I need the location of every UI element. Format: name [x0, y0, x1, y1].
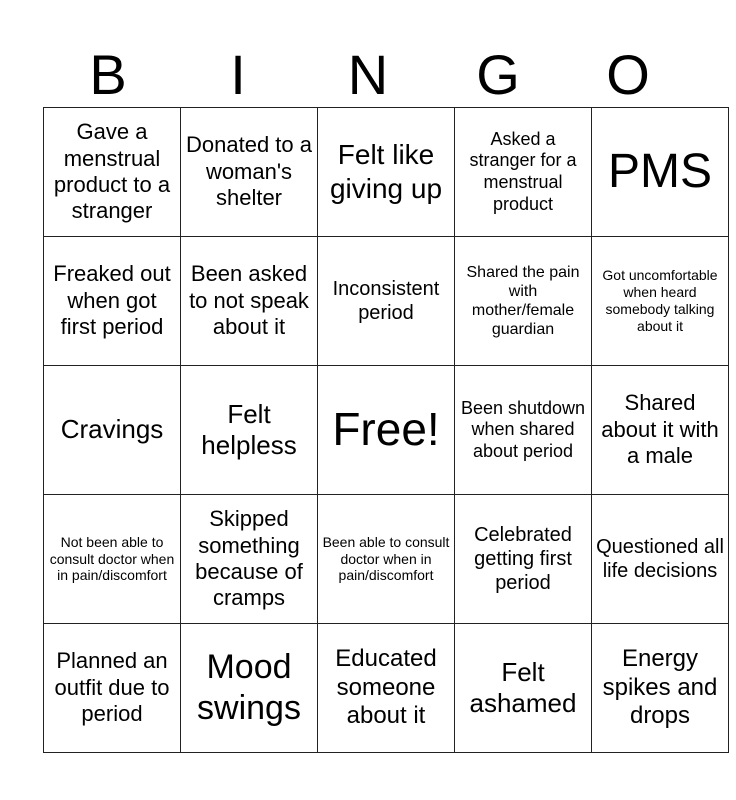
bingo-cell[interactable]: Questioned all life decisions	[592, 495, 729, 624]
header-letter-i: I	[230, 43, 246, 106]
bingo-cell[interactable]: Not been able to consult doctor when in pain/discomfort	[44, 495, 181, 624]
bingo-cell[interactable]: Planned an outfit due to period	[44, 624, 181, 753]
bingo-cell[interactable]: Felt ashamed	[455, 624, 592, 753]
header-letter-b: B	[89, 43, 127, 106]
bingo-cell[interactable]: Freaked out when got first period	[44, 237, 181, 366]
header-letter-g: G	[476, 43, 520, 106]
free-space-cell[interactable]: Free!	[318, 366, 455, 495]
bingo-cell[interactable]: Felt like giving up	[318, 108, 455, 237]
bingo-cell[interactable]: Been shutdown when shared about period	[455, 366, 592, 495]
grid-row	[44, 624, 729, 753]
bingo-cell[interactable]: PMS	[592, 108, 729, 237]
grid-row	[44, 366, 729, 495]
bingo-cell[interactable]: Gave a menstrual product to a stranger	[44, 108, 181, 237]
bingo-cell[interactable]: Celebrated getting first period	[455, 495, 592, 624]
header-letter-n: N	[347, 43, 389, 106]
bingo-cell[interactable]: Got uncomfortable when heard somebody talking about it	[592, 237, 729, 366]
bingo-cell[interactable]: Skipped something because of cramps	[181, 495, 318, 624]
bingo-cell[interactable]: Inconsistent period	[318, 237, 455, 366]
bingo-cell[interactable]: Cravings	[44, 366, 181, 495]
bingo-cell[interactable]: Asked a stranger for a menstrual product	[455, 108, 592, 237]
bingo-cell[interactable]: Mood swings	[181, 624, 318, 753]
bingo-cell[interactable]: Felt helpless	[181, 366, 318, 495]
grid-row	[44, 237, 729, 366]
bingo-cell[interactable]: Shared the pain with mother/female guardian	[455, 237, 592, 366]
bingo-cell[interactable]: Been able to consult doctor when in pain/discomfort	[318, 495, 455, 624]
bingo-header	[43, 42, 693, 108]
bingo-cell[interactable]: Energy spikes and drops	[592, 624, 729, 753]
grid-row	[44, 495, 729, 624]
bingo-cell[interactable]: Donated to a woman's shelter	[181, 108, 318, 237]
bingo-grid	[43, 107, 729, 753]
bingo-cell[interactable]: Educated someone about it	[318, 624, 455, 753]
header-letter-o: O	[606, 43, 650, 106]
bingo-cell[interactable]: Been asked to not speak about it	[181, 237, 318, 366]
grid-row	[44, 108, 729, 237]
bingo-cell[interactable]: Shared about it with a male	[592, 366, 729, 495]
